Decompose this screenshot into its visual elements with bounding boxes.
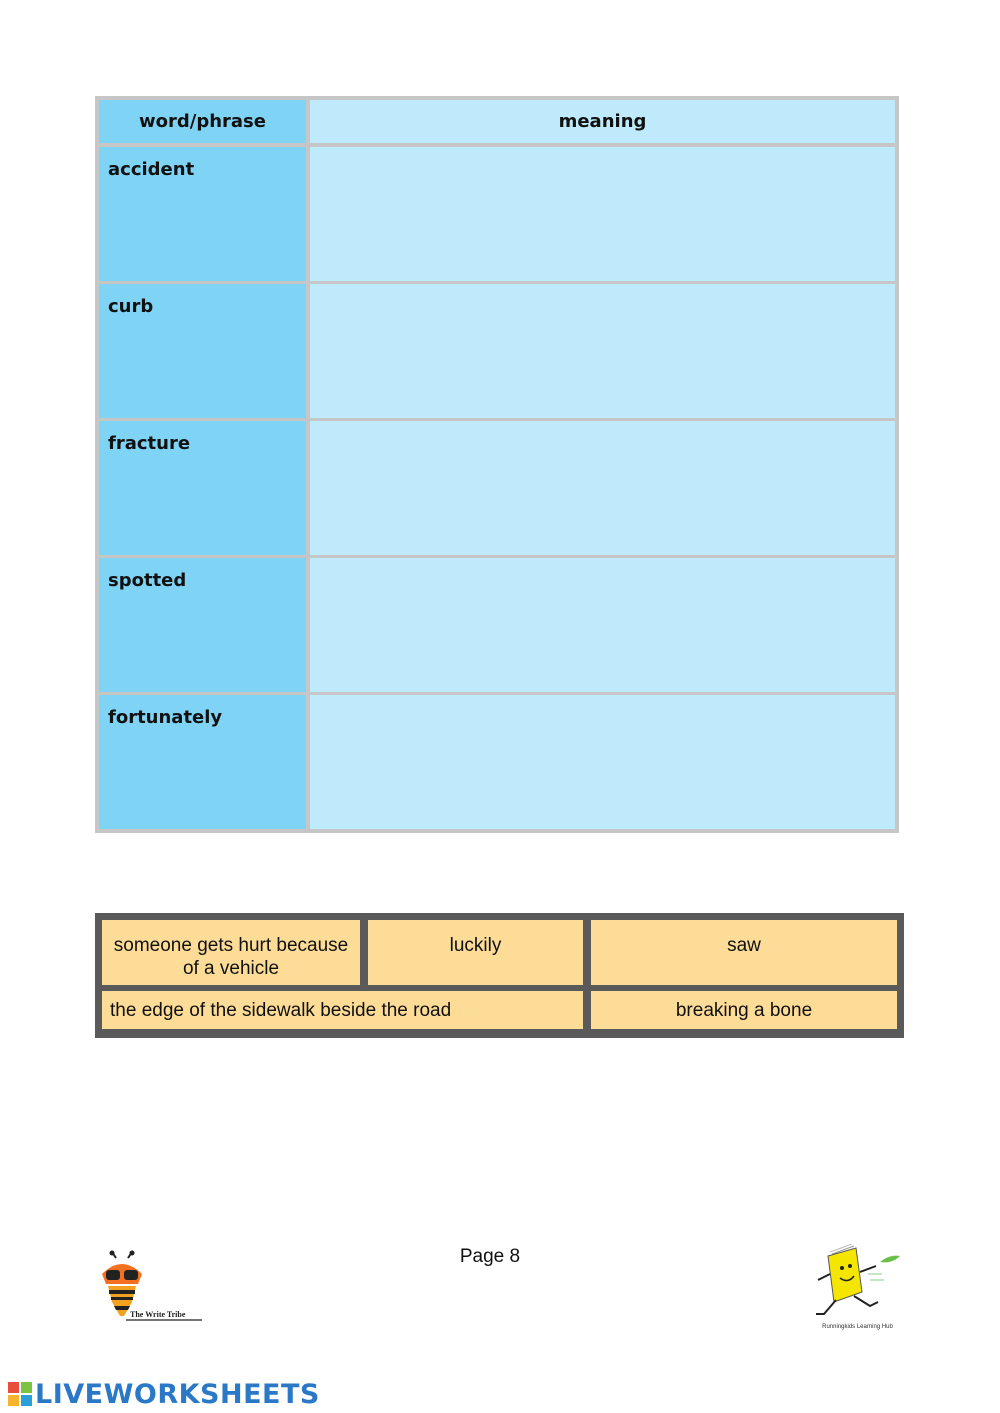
write-tribe-logo-text: The Write Tribe: [130, 1310, 186, 1319]
word-cell-spotted: spotted: [99, 558, 306, 692]
vocabulary-table: [95, 96, 899, 833]
page-number: Page 8: [459, 1246, 521, 1267]
runningkids-logo-text: Runningkids Learning Hub: [822, 1324, 893, 1330]
answer-chip-breaking-a-bone[interactable]: breaking a bone: [591, 991, 897, 1029]
word-cell-fracture: fracture: [99, 421, 306, 555]
answer-chip-edge-of-sidewalk[interactable]: the edge of the sidewalk beside the road: [102, 991, 583, 1029]
answer-chip-saw[interactable]: saw: [591, 920, 897, 985]
header-meaning: meaning: [310, 100, 895, 143]
word-cell-fortunately: fortunately: [99, 695, 306, 829]
write-tribe-logo: [98, 1250, 208, 1330]
word-cell-curb: curb: [99, 284, 306, 418]
answer-bank: [95, 913, 904, 1038]
liveworksheets-wordmark: LIVEWORKSHEETS: [35, 1378, 320, 1410]
answer-chip-someone-gets-hurt[interactable]: someone gets hurt because of a vehicle: [102, 920, 360, 985]
meaning-drop-zone-curb[interactable]: [310, 284, 895, 418]
meaning-drop-zone-spotted[interactable]: [310, 558, 895, 692]
running-book-icon: [810, 1244, 905, 1324]
meaning-drop-zone-fortunately[interactable]: [310, 695, 895, 829]
answer-chip-luckily[interactable]: luckily: [368, 920, 583, 985]
runningkids-logo: [810, 1244, 905, 1344]
word-cell-accident: accident: [99, 147, 306, 281]
meaning-drop-zone-fracture[interactable]: [310, 421, 895, 555]
liveworksheets-brand: [8, 1378, 320, 1410]
liveworksheets-blocks-icon: [8, 1382, 32, 1406]
header-word-phrase: word/phrase: [99, 100, 306, 143]
meaning-drop-zone-accident[interactable]: [310, 147, 895, 281]
